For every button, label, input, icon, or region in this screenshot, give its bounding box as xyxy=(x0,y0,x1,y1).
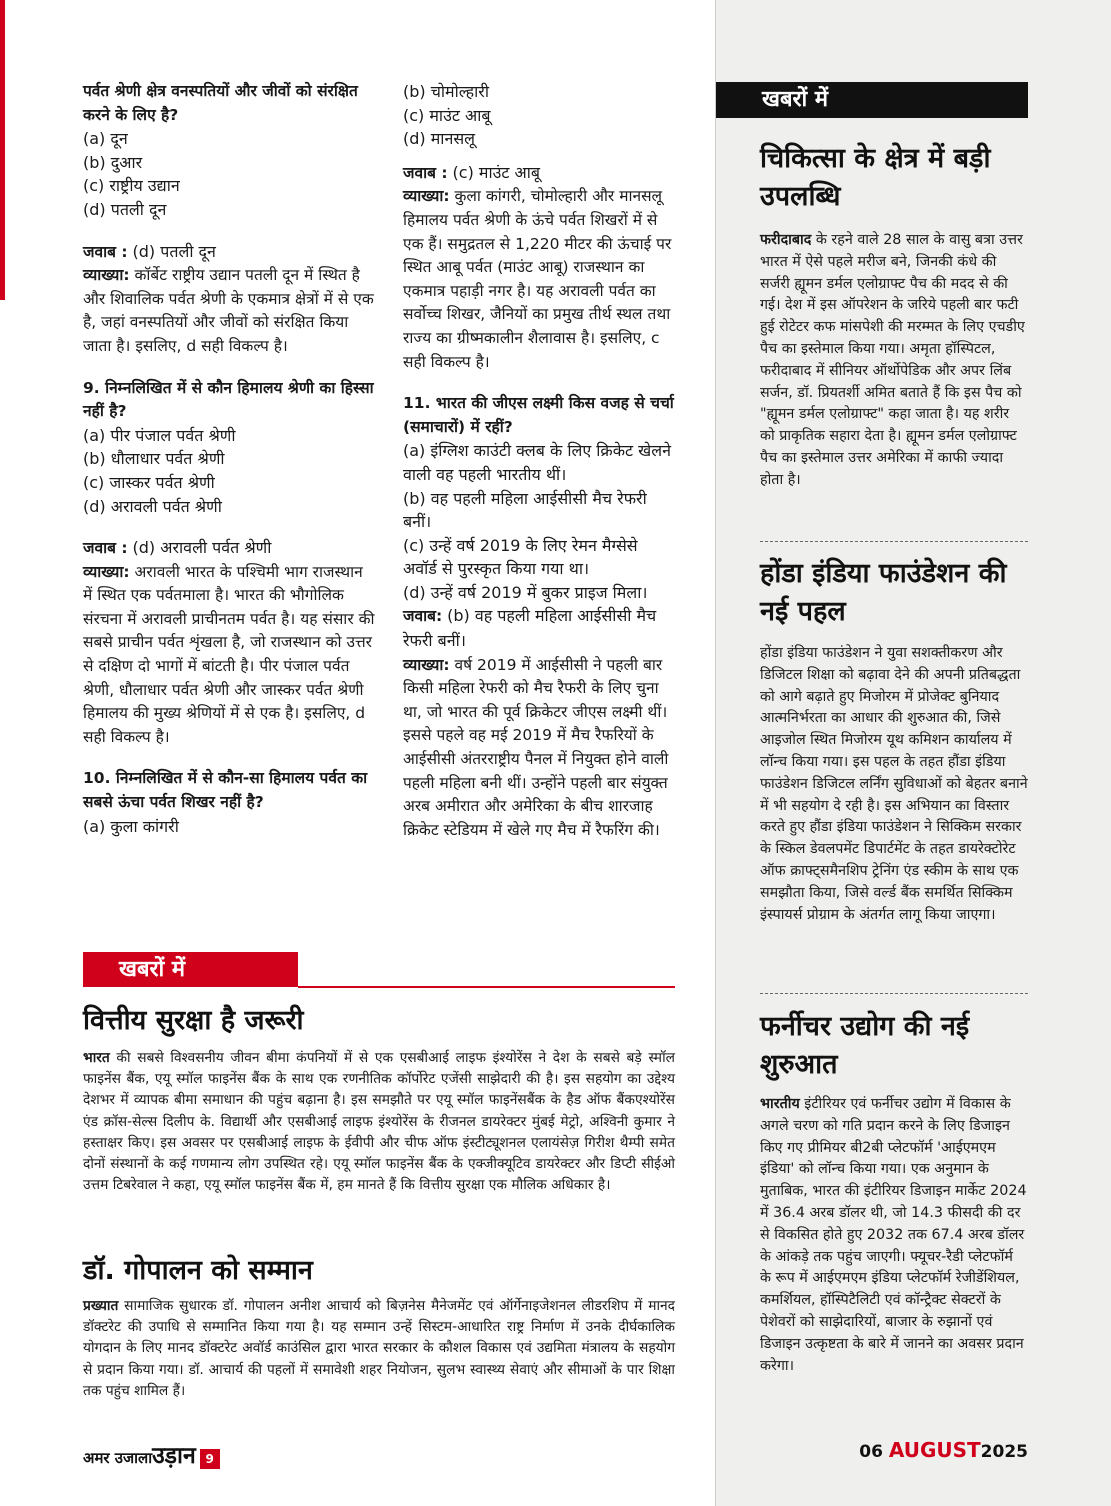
sidebar-section-tag: खबरों में xyxy=(716,82,1028,118)
question-8-text: पर्वत श्रेणी क्षेत्र वनस्पतियों और जीवों को संरक्षित करने के लिए है? xyxy=(83,82,358,124)
brand-small: अमर उजाला xyxy=(83,1449,153,1467)
question-11-explanation xyxy=(403,654,675,843)
question-11-answer xyxy=(403,604,675,653)
news-headline-gopalan: डॉ. गोपालन को सम्मान xyxy=(83,1255,313,1286)
explanation-text: अरावली भारत के पश्चिमी भाग राजस्थान में स्थित एक पर्वतमाला है। भारत की भौगोलिक संरचना में अरावली प्राचीनतम पर्वत है। यह संसार की सबसे प्राचीन पर्वत शृंखला है, जो राजस्थान को उत्तर से दक्षिण दो भागों में बांटती है। पीर पंजाल पर्वत श्रेणी, धौलाधार पर्वत श्रेणी और जास्कर पर्वत श्रेणी हिमालय की मुख्य श्रेणियों में से एक है। इसलिए, d सही विकल्प है। xyxy=(83,562,375,746)
story-separator xyxy=(760,541,1028,542)
answer-value: (d) अरावली पर्वत श्रेणी xyxy=(132,538,272,558)
question-8-option-b: (b) दुआर xyxy=(83,152,143,172)
story-headline: फर्नीचर उद्योग की नई शुरुआत xyxy=(760,1011,970,1080)
question-11-option-b: (b) वह पहली महिला आईसीसी मैच रेफरी बनीं। xyxy=(403,488,647,532)
story-lead-word: भारत xyxy=(83,1050,110,1066)
question-11-option-a: (a) इंग्लिश काउंटी क्लब के लिए क्रिकेट खेलने वाली वह पहली भारतीय थीं। xyxy=(403,441,671,484)
story-text: के रहने वाले 28 साल के वासु बत्रा उत्तर भारत में ऐसे पहले मरीज बने, जिनकी कंधे की सर्जरी ह्यूमन डर्मल एलोग्राफ्ट पैच की मदद से की गई। देश में इस ऑपरेशन के जरिये पहली बार फटी हुई रोटेटर कफ मांसपेशी की मरम्मत के लिए एचडीए पैच का इस्तेमाल किया गया। अमृता हॉस्पिटल, फरीदाबाद में सीनियर ऑर्थोपेडिक और अपर लिंब सर्जन, डॉ. प्रियतर्शी अमित बताते हैं कि इस पैच को "ह्यूमन डर्मल एलोग्राफ्ट" कहा जाता है। यह शरीर को प्राकृतिक सहारा देता है। ह्यूमन डर्मल एलोग्राफ्ट पैच का इस्तेमाल उत्तर अमेरिका में काफी ज्यादा होता है। xyxy=(760,232,1025,488)
question-11-text: 11. भारत की जीएस लक्ष्मी किस वजह से चर्चा (समाचारों) में रहीं? xyxy=(403,394,674,436)
news-headline-financial-security: वित्तीय सुरक्षा है जरूरी xyxy=(83,1005,304,1036)
question-10-option-a: (a) कुला कांगरी xyxy=(83,816,179,836)
footer-date xyxy=(859,1438,1028,1462)
story-body xyxy=(760,230,1028,492)
question-9-explanation xyxy=(83,561,375,750)
answer-label: जवाब : xyxy=(83,242,128,261)
explanation-label: व्याख्या: xyxy=(83,266,130,285)
sidebar-story-medical xyxy=(760,140,1028,492)
question-8-option-c: (c) राष्ट्रीय उद्यान xyxy=(83,176,180,196)
story-text: सामाजिक सुधारक डॉ. गोपालन अनीश आचार्य को बिज़नेस मैनेजमेंट एवं ऑर्गेनाइजेशनल लीडरशिप में मानद डॉक्टरेट की उपाधि से सम्मानित किया गया है। यह सम्मान उन्हें सिस्टम-आधारित राष्ट्र निर्माण में उनके दीर्घकालिक योगदान के लिए मानद डॉक्टरेट अवॉर्ड काउंसिल द्वारा भारत सरकार के कौशल विकास एवं उद्यमिता मंत्रालय के सहयोग से प्रदान किया गया। डॉ. आचार्य की पहलों में समावेशी शहर नियोजन, सुलभ स्वास्थ्य सेवाएं और सीमाओं के पार शिक्षा तक पहुंच शामिल हैं। xyxy=(83,1298,676,1399)
story-lead-word: प्रख्यात xyxy=(83,1298,119,1314)
date-day: 06 xyxy=(859,1442,883,1462)
question-9-option-a: (a) पीर पंजाल पर्वत श्रेणी xyxy=(83,425,236,445)
explanation-text: कॉर्बेट राष्ट्रीय उद्यान पतली दून में स्थित है और शिवालिक पर्वत श्रेणी के एकमात्र क्षेत्रों में से एक है, जहां वनस्पतियों और जीवों को संरक्षित किया जाता है। इसलिए, d सही विकल्प है। xyxy=(83,266,374,355)
question-10-explanation xyxy=(403,185,675,374)
brand-big: उड़ान xyxy=(152,1443,196,1469)
story-headline: होंडा इंडिया फाउंडेशन की नई पहल xyxy=(760,558,1007,627)
quiz-column-middle xyxy=(403,80,675,842)
sidebar-story-honda xyxy=(760,555,1028,926)
question-8-option-a: (a) दून xyxy=(83,129,128,149)
answer-label: जवाब : xyxy=(403,163,448,182)
page-number: 9 xyxy=(200,1449,220,1469)
answer-value: (b) वह पहली महिला आईसीसी मैच रेफरी बनीं। xyxy=(403,606,657,651)
question-8-answer xyxy=(83,240,375,265)
news-body-gopalan xyxy=(83,1296,675,1402)
question-9-option-c: (c) जास्कर पर्वत श्रेणी xyxy=(83,472,215,492)
explanation-label: व्याख्या: xyxy=(403,187,450,206)
quiz-column-left xyxy=(83,80,375,838)
answer-value: (c) माउंट आबू xyxy=(452,162,541,182)
question-8-explanation xyxy=(83,264,375,358)
explanation-label: व्याख्या: xyxy=(83,562,130,581)
answer-label: जवाब : xyxy=(83,539,128,558)
story-headline: चिकित्सा के क्षेत्र में बड़ी उपलब्धि xyxy=(760,143,991,212)
news-body-financial-security xyxy=(83,1048,675,1196)
question-9-option-b: (b) धौलाधार पर्वत श्रेणी xyxy=(83,449,225,469)
story-body xyxy=(760,1094,1028,1377)
question-9-text: 9. निम्नलिखित में से कौन हिमालय श्रेणी का हिस्सा नहीं है? xyxy=(83,378,374,421)
story-lead-word: भारतीय xyxy=(760,1096,800,1112)
question-11-option-d: (d) उन्हें वर्ष 2019 में बुकर प्राइज मिला। xyxy=(403,582,648,602)
date-month: AUGUST xyxy=(888,1438,981,1462)
question-8-option-d: (d) पतली दून xyxy=(83,199,167,219)
question-9-option-d: (d) अरावली पर्वत श्रेणी xyxy=(83,496,222,516)
question-10-option-d: (d) मानसलू xyxy=(403,129,475,149)
story-text: होंडा इंडिया फाउंडेशन ने युवा सशक्तीकरण और डिजिटल शिक्षा को बढ़ावा देने की अपनी प्रतिबद्धता को आगे बढ़ाते हुए मिजोरम में प्रोजेक्ट बुनियाद आत्मनिर्भरता का आधार की शुरुआत की, जिसे आइजोल स्थित मिजोरम यूथ कमिशन कार्यालय में लॉन्च किया गया। इस पहल के तहत हौंडा इंडिया फाउंडेशन डिजिटल लर्निंग सुविधाओं को बेहतर बनाने में भी सहयोग दे रही है। इस अभियान का विस्तार करते हुए हौंडा इंडिया फाउंडेशन ने सिक्किम सरकार के स्किल डेवलपमेंट डिपार्टमेंट के तहत डायरेक्टोरेट ऑफ क्राफ्ट्समैनशिप ट्रेनिंग एंड स्कीम के साथ एक समझौता किया, जिसे वर्ल्ड बैंक समर्थित सिक्किम इंस्पायर्स प्रोग्राम के अंतर्गत लागू किया जाएगा। xyxy=(760,645,1028,923)
story-text: की सबसे विश्वसनीय जीवन बीमा कंपनियों में से एक एसबीआई लाइफ इंश्योरेंस ने देश के सबसे बड़े स्मॉल फाइनेंस बैंक, एयू स्मॉल फाइनेंस बैंक के साथ एक रणनीतिक कॉर्पोरेट एजेंसी साझेदारी की है। इस सहयोग का उद्देश्य देशभर में व्यापक बीमा समाधान की पहुंच बढ़ाना है। इस समझौते पर एयू स्मॉल फाइनेंसबैंक के हैड ऑफ बैंकएश्योरेंस एंड क्रॉस-सेल्स दिलीप के. विद्यार्थी और एसबीआई लाइफ इंश्योरेंस के रीजनल डायरेक्टर मुंबई मेट्रो, अश्विनी कुमार ने हस्ताक्षर किए। इस अवसर पर एसबीआई लाइफ के ईवीपी और चीफ ऑफ इंस्टीट्यूशनल एलायंसेज़ गिरीश थैम्पी समेत दोनों संस्थानों के कई गणमान्य लोग उपस्थित रहे। एयू स्मॉल फाइनेंस बैंक के एक्जीक्यूटिव डायरेक्टर और डिप्टी सीईओ उत्तम टिबरेवाल ने कहा, एयू स्मॉल फाइनेंस बैंक में, हम मानते हैं कि वित्तीय सुरक्षा एक मौलिक अधिकार है। xyxy=(83,1050,675,1194)
bottom-tag-rule xyxy=(298,986,675,988)
sidebar-story-furniture xyxy=(760,1008,1028,1377)
answer-label: जवाब: xyxy=(403,607,443,626)
explanation-text: वर्ष 2019 में आईसीसी ने पहली बार किसी महिला रेफरी को मैच रैफरी के लिए चुना था, जो भारत की पूर्व क्रिकेटर जीएस लक्ष्मी थीं। इससे पहले वह मई 2019 में मैच रैफरियों के आईसीसी अंतरराष्ट्रीय पैनल में नियुक्त होने वाली पहली महिला बनी थीं। उन्होंने पहली बार संयुक्त अरब अमीरात और अमेरिका के बीच शारजाह क्रिकेट स्टेडियम में खेले गए मैच में रैफरिंग की। xyxy=(403,655,669,839)
date-year: 2025 xyxy=(980,1442,1028,1462)
story-separator xyxy=(760,993,1028,994)
answer-value: (d) पतली दून xyxy=(132,241,216,261)
explanation-text: कुला कांगरी, चोमोल्हारी और मानसलू हिमालय पर्वत श्रेणी के ऊंचे पर्वत शिखरों में से एक हैं। समुद्रतल से 1,220 मीटर की ऊंचाई पर स्थित आबू पर्वत (माउंट आबू) राजस्थान का एकमात्र पहाड़ी नगर है। यह अरावली पर्वत का सर्वोच्च शिखर, जैनियों का प्रमुख तीर्थ स्थल तथा राज्य का ग्रीष्मकालीन शैलावास है। इसलिए, c सही विकल्प है। xyxy=(403,187,672,371)
question-10-option-c: (c) माउंट आबू xyxy=(403,105,491,125)
bottom-section-tag xyxy=(83,952,675,987)
explanation-label: व्याख्या: xyxy=(403,655,450,674)
story-lead-word: फरीदाबाद xyxy=(760,232,812,248)
question-10-text: 10. निम्नलिखित में से कौन-सा हिमालय पर्वत का सबसे ऊंचा पर्वत शिखर नहीं है? xyxy=(83,769,368,812)
question-9-answer xyxy=(83,536,375,561)
question-11-option-c: (c) उन्हें वर्ष 2019 के लिए रेमन मैग्सेसे अवॉर्ड से पुरस्कृत किया गया था। xyxy=(403,535,638,579)
story-text: इंटीरियर एवं फर्नीचर उद्योग में विकास के अगले चरण को गति प्रदान करने के लिए डिजाइन किए गए प्रीमियर बी2बी प्लेटफॉर्म 'आईएमएम इंडिया' को लॉन्च किया गया। एक अनुमान के मुताबिक, भारत की इंटीरियर डिजाइन मार्केट 2024 में 36.4 अरब डॉलर थी, जो 14.3 फीसदी की दर से विकसित होते हुए 2032 तक 67.4 अरब डॉलर के आंकड़े तक पहुंच जाएगी। फ्यूचर-रैडी प्लेटफॉर्म के रूप में आईएमएम इंडिया प्लेटफॉर्म रेजीडेंशियल, कमर्शियल, हॉस्पिटैलिटी एवं कॉन्ट्रैक्ट सेक्टरों के पेशेवरों को साझेदारियों, बाजार के रुझानों एवं डिजाइन उत्कृष्टता के बारे में जानने का अवसर प्रदान करेगा। xyxy=(760,1096,1027,1374)
bottom-tag-label: खबरों में xyxy=(119,957,186,982)
question-10-answer xyxy=(403,161,675,186)
left-edge-accent xyxy=(0,0,5,300)
question-10-option-b: (b) चोमोल्हारी xyxy=(403,82,489,101)
footer-brand xyxy=(83,1438,220,1469)
